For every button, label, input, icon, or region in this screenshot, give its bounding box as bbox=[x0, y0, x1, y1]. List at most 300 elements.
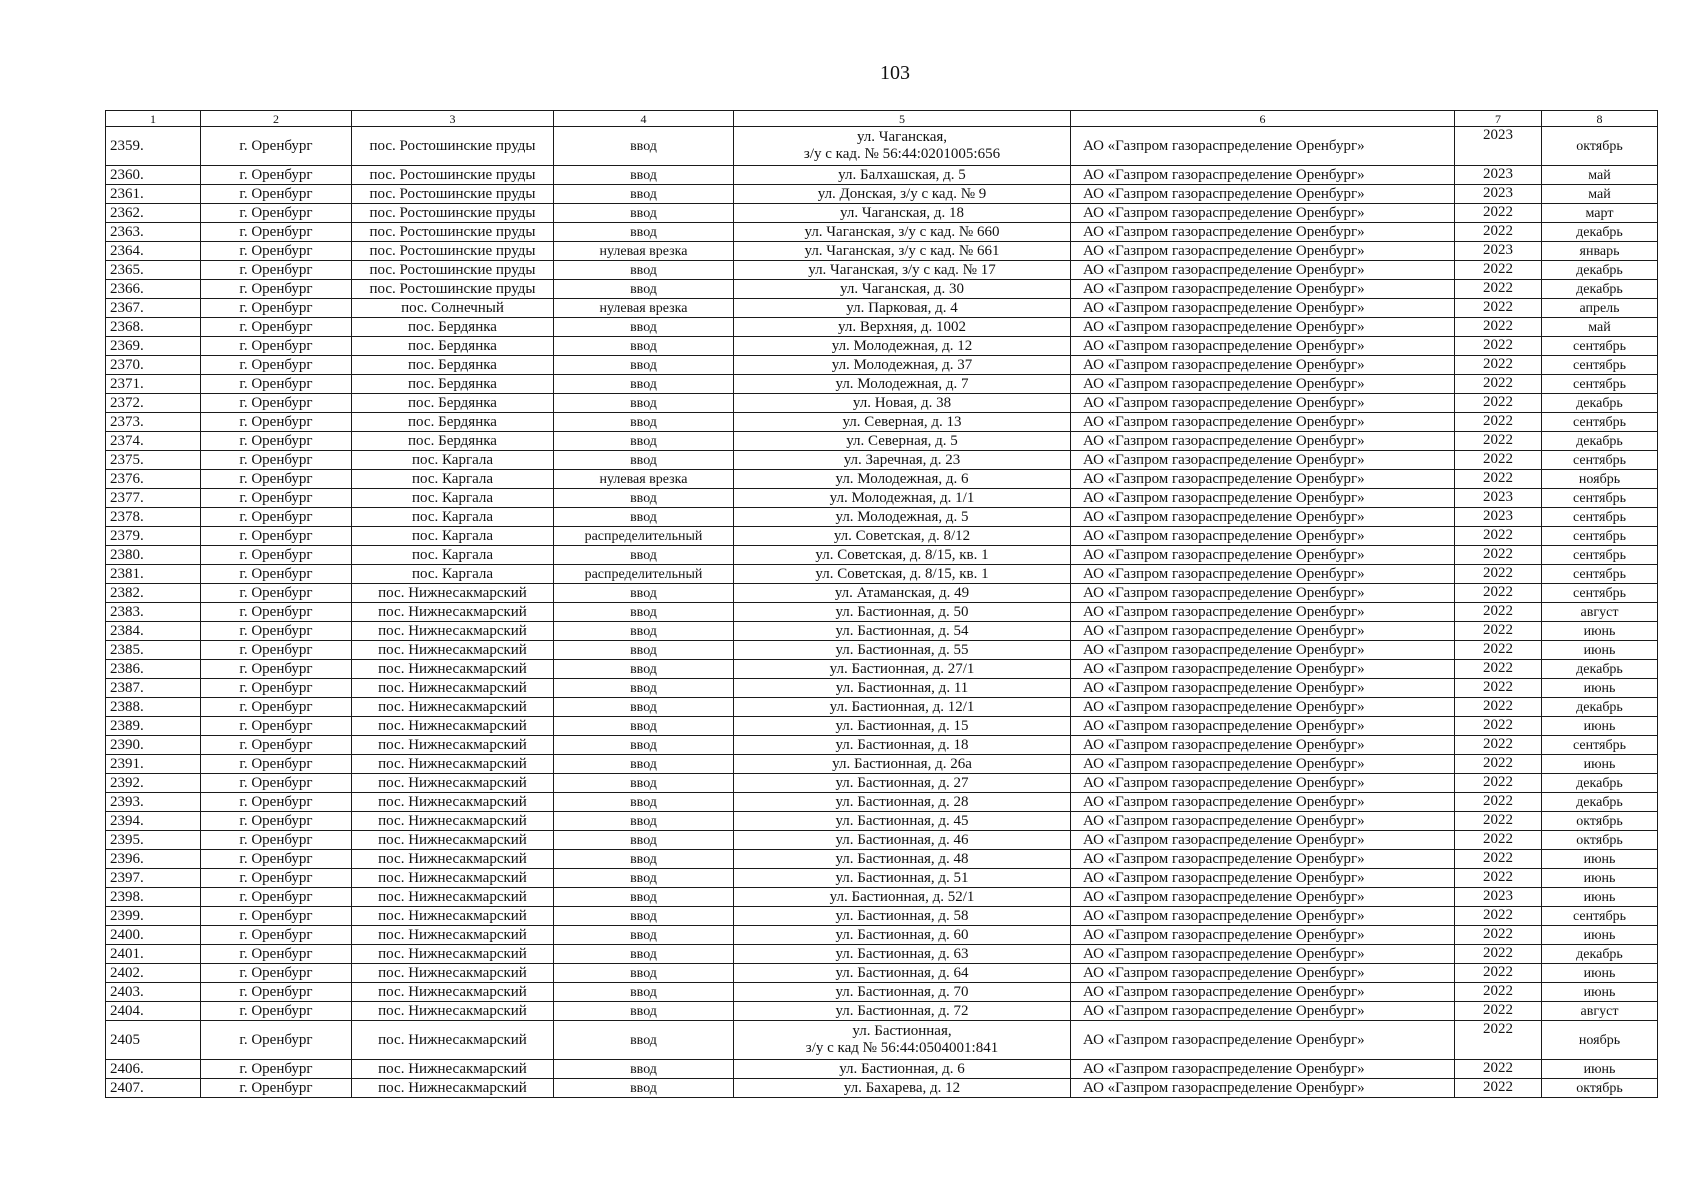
table-row bbox=[106, 394, 1658, 413]
address-cell: ул. Бастионная, д. 48 bbox=[734, 850, 1071, 869]
connection-type-cell: ввод bbox=[554, 907, 734, 926]
connection-type-cell: ввод bbox=[554, 318, 734, 337]
month-cell: март bbox=[1542, 204, 1658, 223]
settlement-cell: пос. Нижнесакмарский bbox=[352, 850, 554, 869]
connection-type-cell: ввод bbox=[554, 185, 734, 204]
address-cell: ул. Советская, д. 8/12 bbox=[734, 527, 1071, 546]
year-cell: 2022 bbox=[1455, 717, 1542, 736]
table-row bbox=[106, 679, 1658, 698]
city-cell: г. Оренбург bbox=[201, 432, 352, 451]
address-cell: ул. Чаганская, з/у с кад. № 661 bbox=[734, 242, 1071, 261]
month-cell: декабрь bbox=[1542, 793, 1658, 812]
table-row bbox=[106, 736, 1658, 755]
organization-cell: АО «Газпром газораспределение Оренбург» bbox=[1071, 242, 1455, 261]
year-cell: 2022 bbox=[1455, 736, 1542, 755]
settlement-cell: пос. Нижнесакмарский bbox=[352, 793, 554, 812]
table-row bbox=[106, 698, 1658, 717]
month-cell: декабрь bbox=[1542, 280, 1658, 299]
table-row bbox=[106, 565, 1658, 584]
month-cell: сентябрь bbox=[1542, 527, 1658, 546]
settlement-cell: пос. Нижнесакмарский bbox=[352, 926, 554, 945]
row-number: 2406. bbox=[106, 1060, 201, 1079]
row-number: 2388. bbox=[106, 698, 201, 717]
settlement-cell: пос. Нижнесакмарский bbox=[352, 698, 554, 717]
settlement-cell: пос. Нижнесакмарский bbox=[352, 774, 554, 793]
organization-cell: АО «Газпром газораспределение Оренбург» bbox=[1071, 736, 1455, 755]
connection-type-cell: ввод bbox=[554, 869, 734, 888]
table-row bbox=[106, 508, 1658, 527]
connection-type-cell: ввод bbox=[554, 603, 734, 622]
year-cell: 2023 bbox=[1455, 185, 1542, 204]
year-cell: 2022 bbox=[1455, 622, 1542, 641]
table-row bbox=[106, 1060, 1658, 1079]
organization-cell: АО «Газпром газораспределение Оренбург» bbox=[1071, 907, 1455, 926]
organization-cell: АО «Газпром газораспределение Оренбург» bbox=[1071, 983, 1455, 1002]
row-number: 2367. bbox=[106, 299, 201, 318]
table-row bbox=[106, 223, 1658, 242]
row-number: 2377. bbox=[106, 489, 201, 508]
table-row bbox=[106, 793, 1658, 812]
organization-cell: АО «Газпром газораспределение Оренбург» bbox=[1071, 660, 1455, 679]
organization-cell: АО «Газпром газораспределение Оренбург» bbox=[1071, 127, 1455, 166]
table-row bbox=[106, 774, 1658, 793]
organization-cell: АО «Газпром газораспределение Оренбург» bbox=[1071, 432, 1455, 451]
table-row bbox=[106, 432, 1658, 451]
year-cell: 2022 bbox=[1455, 565, 1542, 584]
city-cell: г. Оренбург bbox=[201, 660, 352, 679]
settlement-cell: пос. Бердянка bbox=[352, 413, 554, 432]
connection-type-cell: нулевая врезка bbox=[554, 299, 734, 318]
address-cell: ул. Бастионная, д. 51 bbox=[734, 869, 1071, 888]
year-cell: 2022 bbox=[1455, 337, 1542, 356]
organization-cell: АО «Газпром газораспределение Оренбург» bbox=[1071, 698, 1455, 717]
year-cell: 2022 bbox=[1455, 451, 1542, 470]
table-row bbox=[106, 337, 1658, 356]
month-cell: сентябрь bbox=[1542, 508, 1658, 527]
settlement-cell: пос. Бердянка bbox=[352, 375, 554, 394]
row-number: 2389. bbox=[106, 717, 201, 736]
organization-cell: АО «Газпром газораспределение Оренбург» bbox=[1071, 337, 1455, 356]
row-number: 2398. bbox=[106, 888, 201, 907]
address-cell: ул. Чаганская, д. 18 bbox=[734, 204, 1071, 223]
row-number: 2364. bbox=[106, 242, 201, 261]
connection-type-cell: ввод bbox=[554, 831, 734, 850]
month-cell: июнь bbox=[1542, 888, 1658, 907]
address-cell: ул. Бастионная, д. 60 bbox=[734, 926, 1071, 945]
settlement-cell: пос. Ростошинские пруды bbox=[352, 280, 554, 299]
city-cell: г. Оренбург bbox=[201, 299, 352, 318]
organization-cell: АО «Газпром газораспределение Оренбург» bbox=[1071, 1002, 1455, 1021]
year-cell: 2022 bbox=[1455, 223, 1542, 242]
address-cell: ул. Молодежная, д. 6 bbox=[734, 470, 1071, 489]
settlement-cell: пос. Нижнесакмарский bbox=[352, 888, 554, 907]
city-cell: г. Оренбург bbox=[201, 679, 352, 698]
column-header: 5 bbox=[734, 111, 1071, 127]
table-row bbox=[106, 204, 1658, 223]
year-cell: 2023 bbox=[1455, 508, 1542, 527]
month-cell: октябрь bbox=[1542, 127, 1658, 166]
connection-type-cell: ввод bbox=[554, 774, 734, 793]
organization-cell: АО «Газпром газораспределение Оренбург» bbox=[1071, 869, 1455, 888]
row-number: 2393. bbox=[106, 793, 201, 812]
month-cell: июнь bbox=[1542, 679, 1658, 698]
connection-type-cell: ввод bbox=[554, 432, 734, 451]
table-row bbox=[106, 299, 1658, 318]
settlement-cell: пос. Нижнесакмарский bbox=[352, 755, 554, 774]
city-cell: г. Оренбург bbox=[201, 926, 352, 945]
connection-type-cell: ввод bbox=[554, 127, 734, 166]
month-cell: декабрь bbox=[1542, 223, 1658, 242]
settlement-cell: пос. Ростошинские пруды bbox=[352, 204, 554, 223]
city-cell: г. Оренбург bbox=[201, 261, 352, 280]
settlement-cell: пос. Каргала bbox=[352, 489, 554, 508]
row-number: 2396. bbox=[106, 850, 201, 869]
month-cell: декабрь bbox=[1542, 660, 1658, 679]
connection-type-cell: ввод bbox=[554, 489, 734, 508]
month-cell: сентябрь bbox=[1542, 489, 1658, 508]
city-cell: г. Оренбург bbox=[201, 280, 352, 299]
month-cell: ноябрь bbox=[1542, 470, 1658, 489]
table-row bbox=[106, 356, 1658, 375]
city-cell: г. Оренбург bbox=[201, 242, 352, 261]
table-row bbox=[106, 812, 1658, 831]
table-row bbox=[106, 375, 1658, 394]
connection-type-cell: ввод bbox=[554, 375, 734, 394]
organization-cell: АО «Газпром газораспределение Оренбург» bbox=[1071, 774, 1455, 793]
connection-type-cell: ввод bbox=[554, 964, 734, 983]
organization-cell: АО «Газпром газораспределение Оренбург» bbox=[1071, 945, 1455, 964]
address-cell: ул. Бастионная, д. 18 bbox=[734, 736, 1071, 755]
organization-cell: АО «Газпром газораспределение Оренбург» bbox=[1071, 299, 1455, 318]
month-cell: октябрь bbox=[1542, 812, 1658, 831]
settlement-cell: пос. Ростошинские пруды bbox=[352, 185, 554, 204]
table-row bbox=[106, 584, 1658, 603]
month-cell: январь bbox=[1542, 242, 1658, 261]
month-cell: июнь bbox=[1542, 1060, 1658, 1079]
row-number: 2370. bbox=[106, 356, 201, 375]
row-number: 2397. bbox=[106, 869, 201, 888]
row-number: 2403. bbox=[106, 983, 201, 1002]
city-cell: г. Оренбург bbox=[201, 565, 352, 584]
settlement-cell: пос. Нижнесакмарский bbox=[352, 717, 554, 736]
year-cell: 2022 bbox=[1455, 356, 1542, 375]
address-cell: ул. Бастионная, д. 54 bbox=[734, 622, 1071, 641]
connection-type-cell: ввод bbox=[554, 508, 734, 527]
row-number: 2373. bbox=[106, 413, 201, 432]
table-row bbox=[106, 945, 1658, 964]
year-cell: 2022 bbox=[1455, 660, 1542, 679]
month-cell: апрель bbox=[1542, 299, 1658, 318]
connection-type-cell: ввод bbox=[554, 1021, 734, 1060]
settlement-cell: пос. Нижнесакмарский bbox=[352, 945, 554, 964]
organization-cell: АО «Газпром газораспределение Оренбург» bbox=[1071, 489, 1455, 508]
connection-type-cell: ввод bbox=[554, 394, 734, 413]
organization-cell: АО «Газпром газораспределение Оренбург» bbox=[1071, 1021, 1455, 1060]
month-cell: июнь bbox=[1542, 964, 1658, 983]
address-cell: ул. Молодежная, д. 12 bbox=[734, 337, 1071, 356]
organization-cell: АО «Газпром газораспределение Оренбург» bbox=[1071, 261, 1455, 280]
column-header: 6 bbox=[1071, 111, 1455, 127]
month-cell: октябрь bbox=[1542, 831, 1658, 850]
address-cell: ул. Молодежная, д. 1/1 bbox=[734, 489, 1071, 508]
year-cell: 2022 bbox=[1455, 641, 1542, 660]
settlement-cell: пос. Нижнесакмарский bbox=[352, 641, 554, 660]
connection-type-cell: распределительный bbox=[554, 527, 734, 546]
year-cell: 2022 bbox=[1455, 584, 1542, 603]
row-number: 2392. bbox=[106, 774, 201, 793]
table-row bbox=[106, 242, 1658, 261]
column-header: 3 bbox=[352, 111, 554, 127]
settlement-cell: пос. Нижнесакмарский bbox=[352, 1021, 554, 1060]
settlement-cell: пос. Бердянка bbox=[352, 356, 554, 375]
year-cell: 2022 bbox=[1455, 204, 1542, 223]
organization-cell: АО «Газпром газораспределение Оренбург» bbox=[1071, 527, 1455, 546]
city-cell: г. Оренбург bbox=[201, 774, 352, 793]
page-number: 103 bbox=[880, 62, 910, 84]
month-cell: сентябрь bbox=[1542, 375, 1658, 394]
city-cell: г. Оренбург bbox=[201, 413, 352, 432]
settlement-cell: пос. Нижнесакмарский bbox=[352, 907, 554, 926]
row-number: 2369. bbox=[106, 337, 201, 356]
organization-cell: АО «Газпром газораспределение Оренбург» bbox=[1071, 812, 1455, 831]
year-cell: 2022 bbox=[1455, 280, 1542, 299]
year-cell: 2022 bbox=[1455, 261, 1542, 280]
row-number: 2384. bbox=[106, 622, 201, 641]
address-cell: ул. Бастионная, д. 11 bbox=[734, 679, 1071, 698]
row-number: 2363. bbox=[106, 223, 201, 242]
city-cell: г. Оренбург bbox=[201, 546, 352, 565]
city-cell: г. Оренбург bbox=[201, 584, 352, 603]
organization-cell: АО «Газпром газораспределение Оренбург» bbox=[1071, 185, 1455, 204]
settlement-cell: пос. Нижнесакмарский bbox=[352, 679, 554, 698]
address-cell: ул. Чаганская, з/у с кад. № 660 bbox=[734, 223, 1071, 242]
city-cell: г. Оренбург bbox=[201, 527, 352, 546]
organization-cell: АО «Газпром газораспределение Оренбург» bbox=[1071, 641, 1455, 660]
address-cell: ул. Балхашская, д. 5 bbox=[734, 166, 1071, 185]
month-cell: июнь bbox=[1542, 983, 1658, 1002]
year-cell: 2022 bbox=[1455, 394, 1542, 413]
city-cell: г. Оренбург bbox=[201, 375, 352, 394]
address-cell: ул. Бастионная, д. 72 bbox=[734, 1002, 1071, 1021]
column-header: 2 bbox=[201, 111, 352, 127]
month-cell: сентябрь bbox=[1542, 356, 1658, 375]
address-cell: ул. Северная, д. 13 bbox=[734, 413, 1071, 432]
table-row bbox=[106, 850, 1658, 869]
year-cell: 2022 bbox=[1455, 755, 1542, 774]
address-cell: ул. Атаманская, д. 49 bbox=[734, 584, 1071, 603]
connection-type-cell: ввод bbox=[554, 698, 734, 717]
month-cell: июнь bbox=[1542, 622, 1658, 641]
city-cell: г. Оренбург bbox=[201, 204, 352, 223]
city-cell: г. Оренбург bbox=[201, 869, 352, 888]
row-number: 2390. bbox=[106, 736, 201, 755]
table-row bbox=[106, 527, 1658, 546]
table-row bbox=[106, 869, 1658, 888]
year-cell: 2022 bbox=[1455, 375, 1542, 394]
address-cell: ул. Бастионная, д. 15 bbox=[734, 717, 1071, 736]
address-cell: ул. Бастионная, д. 55 bbox=[734, 641, 1071, 660]
year-cell: 2022 bbox=[1455, 1079, 1542, 1098]
organization-cell: АО «Газпром газораспределение Оренбург» bbox=[1071, 622, 1455, 641]
settlement-cell: пос. Нижнесакмарский bbox=[352, 1060, 554, 1079]
city-cell: г. Оренбург bbox=[201, 185, 352, 204]
city-cell: г. Оренбург bbox=[201, 470, 352, 489]
settlement-cell: пос. Бердянка bbox=[352, 432, 554, 451]
city-cell: г. Оренбург bbox=[201, 812, 352, 831]
table-row bbox=[106, 1021, 1658, 1060]
row-number: 2381. bbox=[106, 565, 201, 584]
month-cell: июнь bbox=[1542, 869, 1658, 888]
address-cell: ул. Чаганская, з/у с кад. № 17 bbox=[734, 261, 1071, 280]
year-cell: 2022 bbox=[1455, 679, 1542, 698]
table-row bbox=[106, 964, 1658, 983]
column-header: 8 bbox=[1542, 111, 1658, 127]
month-cell: июнь bbox=[1542, 850, 1658, 869]
row-number: 2371. bbox=[106, 375, 201, 394]
address-cell: ул. Бастионная, д. 46 bbox=[734, 831, 1071, 850]
city-cell: г. Оренбург bbox=[201, 1079, 352, 1098]
table-row bbox=[106, 1002, 1658, 1021]
row-number: 2361. bbox=[106, 185, 201, 204]
row-number: 2407. bbox=[106, 1079, 201, 1098]
table-row bbox=[106, 261, 1658, 280]
row-number: 2387. bbox=[106, 679, 201, 698]
connection-type-cell: ввод bbox=[554, 945, 734, 964]
city-cell: г. Оренбург bbox=[201, 831, 352, 850]
year-cell: 2022 bbox=[1455, 774, 1542, 793]
year-cell: 2023 bbox=[1455, 489, 1542, 508]
organization-cell: АО «Газпром газораспределение Оренбург» bbox=[1071, 964, 1455, 983]
address-cell: ул. Бастионная, д. 12/1 bbox=[734, 698, 1071, 717]
address-cell: ул. Бастионная, д. 52/1 bbox=[734, 888, 1071, 907]
organization-cell: АО «Газпром газораспределение Оренбург» bbox=[1071, 603, 1455, 622]
year-cell: 2022 bbox=[1455, 432, 1542, 451]
settlement-cell: пос. Нижнесакмарский bbox=[352, 831, 554, 850]
organization-cell: АО «Газпром газораспределение Оренбург» bbox=[1071, 584, 1455, 603]
row-number: 2382. bbox=[106, 584, 201, 603]
month-cell: сентябрь bbox=[1542, 907, 1658, 926]
year-cell: 2022 bbox=[1455, 945, 1542, 964]
connection-type-cell: ввод bbox=[554, 204, 734, 223]
connection-type-cell: ввод bbox=[554, 679, 734, 698]
settlement-cell: пос. Бердянка bbox=[352, 394, 554, 413]
connection-type-cell: ввод bbox=[554, 166, 734, 185]
settlement-cell: пос. Нижнесакмарский bbox=[352, 622, 554, 641]
city-cell: г. Оренбург bbox=[201, 793, 352, 812]
connection-type-cell: ввод bbox=[554, 622, 734, 641]
month-cell: август bbox=[1542, 603, 1658, 622]
year-cell: 2022 bbox=[1455, 299, 1542, 318]
connection-type-cell: ввод bbox=[554, 812, 734, 831]
row-number: 2391. bbox=[106, 755, 201, 774]
organization-cell: АО «Газпром газораспределение Оренбург» bbox=[1071, 1079, 1455, 1098]
month-cell: сентябрь bbox=[1542, 413, 1658, 432]
year-cell: 2023 bbox=[1455, 888, 1542, 907]
table-row bbox=[106, 831, 1658, 850]
city-cell: г. Оренбург bbox=[201, 983, 352, 1002]
address-cell: ул. Бастионная, д. 63 bbox=[734, 945, 1071, 964]
row-number: 2360. bbox=[106, 166, 201, 185]
address-cell: ул. Бастионная, д. 27 bbox=[734, 774, 1071, 793]
year-cell: 2022 bbox=[1455, 1021, 1542, 1060]
organization-cell: АО «Газпром газораспределение Оренбург» bbox=[1071, 926, 1455, 945]
address-cell: ул. Заречная, д. 23 bbox=[734, 451, 1071, 470]
address-cell: ул. Молодежная, д. 7 bbox=[734, 375, 1071, 394]
table-row bbox=[106, 185, 1658, 204]
month-cell: май bbox=[1542, 185, 1658, 204]
year-cell: 2023 bbox=[1455, 127, 1542, 166]
row-number: 2372. bbox=[106, 394, 201, 413]
year-cell: 2022 bbox=[1455, 926, 1542, 945]
row-number: 2362. bbox=[106, 204, 201, 223]
month-cell: сентябрь bbox=[1542, 736, 1658, 755]
city-cell: г. Оренбург bbox=[201, 508, 352, 527]
month-cell: декабрь bbox=[1542, 774, 1658, 793]
row-number: 2394. bbox=[106, 812, 201, 831]
connection-type-cell: ввод bbox=[554, 356, 734, 375]
table-row bbox=[106, 546, 1658, 565]
month-cell: ноябрь bbox=[1542, 1021, 1658, 1060]
organization-cell: АО «Газпром газораспределение Оренбург» bbox=[1071, 280, 1455, 299]
connection-type-cell: ввод bbox=[554, 337, 734, 356]
connection-type-cell: ввод bbox=[554, 451, 734, 470]
month-cell: сентябрь bbox=[1542, 337, 1658, 356]
city-cell: г. Оренбург bbox=[201, 698, 352, 717]
table-row bbox=[106, 413, 1658, 432]
month-cell: июнь bbox=[1542, 755, 1658, 774]
settlement-cell: пос. Каргала bbox=[352, 527, 554, 546]
organization-cell: АО «Газпром газораспределение Оренбург» bbox=[1071, 394, 1455, 413]
month-cell: август bbox=[1542, 1002, 1658, 1021]
address-cell: ул. Молодежная, д. 37 bbox=[734, 356, 1071, 375]
table-row bbox=[106, 489, 1658, 508]
connection-type-cell: ввод bbox=[554, 717, 734, 736]
city-cell: г. Оренбург bbox=[201, 1002, 352, 1021]
row-number: 2375. bbox=[106, 451, 201, 470]
table-row bbox=[106, 603, 1658, 622]
year-cell: 2022 bbox=[1455, 983, 1542, 1002]
row-number: 2383. bbox=[106, 603, 201, 622]
address-cell: ул. Донская, з/у с кад. № 9 bbox=[734, 185, 1071, 204]
city-cell: г. Оренбург bbox=[201, 489, 352, 508]
month-cell: май bbox=[1542, 166, 1658, 185]
organization-cell: АО «Газпром газораспределение Оренбург» bbox=[1071, 717, 1455, 736]
table-row bbox=[106, 641, 1658, 660]
year-cell: 2022 bbox=[1455, 698, 1542, 717]
connection-type-cell: ввод bbox=[554, 1060, 734, 1079]
city-cell: г. Оренбург bbox=[201, 907, 352, 926]
address-cell bbox=[734, 127, 1071, 166]
address-cell: ул. Бастионная, д. 27/1 bbox=[734, 660, 1071, 679]
settlement-cell: пос. Бердянка bbox=[352, 337, 554, 356]
column-header: 1 bbox=[106, 111, 201, 127]
settlement-cell: пос. Каргала bbox=[352, 508, 554, 527]
city-cell: г. Оренбург bbox=[201, 755, 352, 774]
row-number: 2404. bbox=[106, 1002, 201, 1021]
address-cell: ул. Парковая, д. 4 bbox=[734, 299, 1071, 318]
settlement-cell: пос. Нижнесакмарский bbox=[352, 584, 554, 603]
connection-type-cell: ввод bbox=[554, 793, 734, 812]
address-cell: ул. Бастионная, д. 45 bbox=[734, 812, 1071, 831]
row-number: 2374. bbox=[106, 432, 201, 451]
settlement-cell: пос. Ростошинские пруды bbox=[352, 242, 554, 261]
address-cell: ул. Бастионная, д. 70 bbox=[734, 983, 1071, 1002]
connection-type-cell: ввод bbox=[554, 736, 734, 755]
column-header: 4 bbox=[554, 111, 734, 127]
organization-cell: АО «Газпром газораспределение Оренбург» bbox=[1071, 413, 1455, 432]
settlement-cell: пос. Ростошинские пруды bbox=[352, 166, 554, 185]
month-cell: декабрь bbox=[1542, 698, 1658, 717]
